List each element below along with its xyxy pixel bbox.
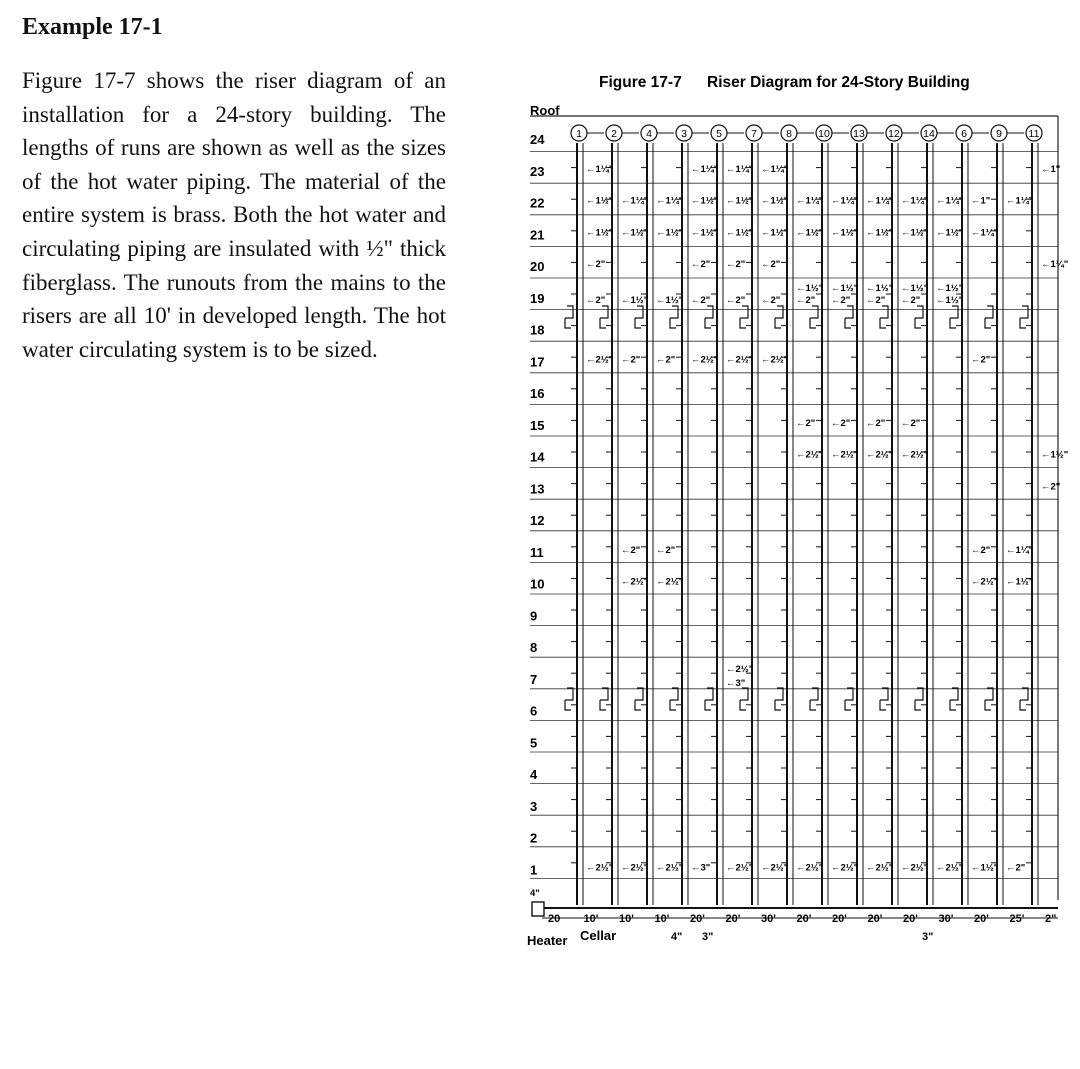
pipe-size-label: ←2"	[761, 294, 781, 306]
main-size-label: 4"	[530, 888, 540, 899]
pipe-size-label: ←1"	[971, 195, 991, 207]
pipe-size-labels	[586, 164, 1068, 874]
cellar-label: Cellar	[580, 928, 617, 943]
run-length: 30'	[938, 913, 954, 925]
pipe-size-label: ←1½"	[656, 227, 684, 239]
heater-label: Heater	[527, 933, 568, 948]
floor-label: 1	[530, 862, 538, 878]
floor-label: 9	[530, 608, 538, 624]
pipe-size-label: ←2½"	[656, 576, 684, 588]
pipe-size-label: ←1½"	[586, 195, 614, 207]
pipe-size-label: ←1½"	[621, 227, 649, 239]
pipe-size-label: ←2"	[796, 294, 816, 306]
riser-number: 4	[646, 128, 652, 140]
riser-number: 9	[996, 128, 1002, 140]
riser-number: 6	[961, 128, 967, 140]
floor-label: 16	[530, 386, 545, 401]
pipe-size-label: ←1¼"	[586, 163, 614, 175]
riser	[775, 125, 814, 905]
pipe-size-label: ←2½"	[831, 449, 859, 461]
pipe-size-label: ←1"	[1041, 163, 1061, 175]
pipe-size-label: ←2"	[971, 354, 991, 366]
floor-label: 10	[530, 576, 545, 592]
riser	[1020, 125, 1042, 905]
floor-label: 6	[530, 703, 538, 719]
pipe-size-label: ←1½"	[796, 282, 824, 294]
pipe-size-label: ←2"	[866, 417, 886, 429]
expansion-loop	[705, 688, 713, 710]
heater-box	[532, 902, 544, 916]
pipe-size-label: ←2"	[1006, 862, 1026, 874]
expansion-loop	[915, 688, 923, 710]
pipe-size-label: ←2"	[586, 259, 606, 270]
pipe-size-label: ←1½"	[691, 195, 719, 207]
run-length: 10'	[619, 913, 634, 925]
expansion-loop	[950, 688, 958, 710]
floor-label: 21	[530, 227, 545, 243]
pipe-size-label: ←2½"	[901, 449, 929, 461]
pipe-size-label: ←1½"	[1006, 576, 1034, 588]
pipe-size-label: ←3"	[726, 677, 746, 689]
riser	[985, 125, 1024, 905]
pipe-size-label: ←2"	[691, 294, 711, 306]
pipe-size-label: ←1¼"	[866, 195, 894, 207]
pipe-size-label: ←2"	[586, 294, 606, 306]
floor-label: 12	[530, 513, 545, 528]
run-length: 20'	[725, 913, 741, 925]
expansion-loop	[845, 688, 853, 710]
pipe-size-label: ←2½"	[831, 862, 859, 874]
floor-labels	[530, 132, 545, 877]
riser-number: 10	[818, 128, 830, 140]
floor-label: 3	[530, 798, 538, 814]
run-length: 30'	[761, 913, 776, 925]
pipe-size-label: ←1½"	[726, 195, 754, 207]
pipe-size-label: ←1½"	[586, 227, 614, 239]
pipe-size-label: ←2½"	[796, 862, 824, 874]
expansion-loop	[775, 688, 783, 710]
pipe-size-label: ←1½"	[726, 227, 754, 239]
pipe-size-label: ←1½"	[831, 282, 859, 294]
pipe-size-label: ←2"	[691, 259, 711, 270]
pipe-size-label: ←1½"	[936, 294, 964, 306]
pipe-size-label: ←2½"	[621, 576, 649, 588]
floor-label: 18	[530, 322, 545, 338]
floor-label: 17	[530, 354, 545, 370]
floor-label: 2	[530, 830, 538, 846]
run-length: 20'	[974, 913, 989, 925]
run-length: 20'	[690, 913, 705, 925]
pipe-size-label: ←2½"	[726, 354, 754, 366]
pipe-size-label: ←2"	[656, 354, 676, 366]
pipe-size-label: ←1½"	[761, 195, 789, 207]
riser	[880, 125, 919, 905]
expansion-loop	[985, 688, 993, 710]
pipe-size-label: ←1½"	[796, 227, 824, 239]
example-title: Example 17-1	[22, 14, 163, 40]
pipe-size-label: ←1¼"	[726, 163, 754, 175]
pipe-size-label: ←2"	[726, 294, 746, 306]
main-size: 4"	[671, 931, 683, 943]
floor-label: 14	[530, 449, 545, 465]
floor-label: 24	[530, 132, 545, 147]
pipe-size-label: ←1½"	[1041, 449, 1069, 461]
floor-label: 23	[530, 163, 545, 179]
riser-number: 11	[1028, 128, 1040, 140]
pipe-size-label: ←2"	[971, 544, 991, 556]
riser-number: 12	[888, 128, 900, 140]
pipe-size-label: ←1¼"	[901, 195, 929, 207]
main-size: 3"	[922, 931, 934, 943]
pipe-size-label: ←1½"	[971, 862, 999, 874]
pipe-size-label: ←1¼"	[831, 195, 859, 207]
expansion-loop	[880, 688, 888, 710]
expansion-loop	[1020, 688, 1028, 710]
pipe-size-label: ←2½"	[936, 862, 964, 874]
riser-number: 7	[751, 128, 757, 140]
run-length: 20'	[832, 913, 847, 925]
pipe-size-label: ←2½"	[796, 449, 824, 461]
run-length: 20'	[867, 913, 883, 925]
run-length: 20'	[796, 913, 812, 925]
floor-label: 7	[530, 671, 538, 687]
riser	[740, 125, 779, 905]
pipe-size-label: ←1½"	[691, 227, 719, 239]
expansion-loop	[810, 688, 818, 710]
figure-title: Riser Diagram for 24-Story Building	[707, 74, 970, 91]
pipe-size-label: ←1¼"	[1006, 544, 1034, 556]
pipe-size-label: ←1¼"	[796, 195, 824, 207]
riser-diagram-figure	[520, 60, 1069, 960]
figure-number: Figure 17-7	[599, 74, 682, 91]
pipe-size-label: ←2½"	[761, 862, 789, 874]
riser-number: 14	[923, 128, 935, 140]
pipe-size-label: ←2"	[901, 294, 921, 306]
riser	[600, 125, 639, 905]
pipe-size-label: ←2"	[796, 417, 816, 429]
pipe-size-label: ←1½"	[761, 227, 789, 239]
riser-pipes	[565, 125, 1042, 905]
pipe-size-label: ←1½"	[901, 282, 929, 294]
pipe-size-label: ←1½"	[936, 282, 964, 294]
floor-label: 8	[530, 640, 538, 655]
pipe-size-label: ←2"	[831, 294, 851, 306]
pipe-size-label: ←2½"	[761, 354, 789, 366]
floor-label: 19	[530, 290, 545, 306]
floor-label: 22	[530, 195, 545, 211]
run-length: 20	[548, 913, 561, 925]
pipe-size-label: ←2"	[656, 544, 676, 556]
pipe-size-label: ←2½"	[586, 862, 614, 874]
pipe-size-label: ←2"	[621, 354, 641, 366]
main-size: 3"	[702, 931, 714, 943]
pipe-size-label: ←2"	[621, 544, 641, 556]
pipe-size-label: ←1½"	[866, 282, 894, 294]
riser	[705, 125, 744, 905]
riser	[810, 125, 849, 905]
expansion-loop	[635, 688, 643, 710]
riser	[915, 125, 954, 905]
riser-number: 8	[786, 128, 792, 140]
run-length: 10'	[583, 913, 599, 925]
pipe-size-label: ←1½"	[831, 227, 859, 239]
riser-number: 1	[576, 128, 582, 140]
floor-label: 5	[530, 735, 538, 751]
riser	[845, 125, 884, 905]
expansion-loop	[565, 688, 573, 710]
pipe-size-label: ←2½"	[901, 862, 929, 874]
pipe-size-label: ←1½"	[901, 227, 929, 239]
pipe-size-label: ←1¼"	[621, 195, 649, 207]
pipe-size-label: ←2½"	[726, 862, 754, 874]
pipe-size-label: ←2"	[866, 294, 886, 306]
pipe-size-label: ←1½"	[866, 227, 894, 239]
pipe-size-label: ←1¼"	[1006, 195, 1034, 207]
riser	[565, 125, 604, 905]
pipe-size-label: ←2½"	[866, 449, 894, 461]
pipe-size-label: ←1¼"	[656, 195, 684, 207]
expansion-loop	[740, 688, 748, 710]
run-length: 25'	[1009, 913, 1025, 925]
riser	[635, 125, 674, 905]
pipe-size-label: ←1½"	[656, 294, 684, 306]
run-length: 2"	[1045, 913, 1057, 925]
pipe-size-label: ←2"	[831, 417, 851, 429]
riser-number: 2	[611, 128, 617, 140]
pipe-size-label: ←1¼"	[1041, 259, 1069, 270]
expansion-loop	[670, 688, 678, 710]
floor-label: 11	[530, 544, 544, 560]
riser-number: 13	[853, 128, 865, 140]
pipe-size-label: ←2½"	[726, 663, 754, 675]
run-length: 20'	[903, 913, 918, 925]
pipe-size-label: ←2½"	[866, 862, 894, 874]
floor-label: 20	[530, 259, 545, 274]
pipe-size-label: ←2½"	[656, 862, 684, 874]
pipe-size-label: ←2½"	[586, 354, 614, 366]
pipe-size-label: ←1½"	[936, 227, 964, 239]
run-length: 10'	[654, 913, 670, 925]
floor-label: 15	[530, 417, 545, 433]
pipe-size-label: ←2"	[1041, 481, 1061, 493]
riser-number: 3	[681, 128, 687, 140]
floor-label: 4	[530, 767, 538, 782]
riser	[950, 125, 989, 905]
expansion-loop	[600, 688, 608, 710]
pipe-size-label: ←2"	[901, 417, 921, 429]
pipe-size-label: ←1¼"	[761, 163, 789, 175]
floor-label: 13	[530, 481, 545, 497]
roof-label: Roof	[530, 103, 560, 118]
example-description: Figure 17-7 shows the riser diagram of an installation for a 24-story building. The lengths of runs are shown as well as the sizes of the hot water piping. The material of the entire system is brass. Both the hot water and circulating piping are insulated with ½" thick fiberglass. The runouts from the mains to the risers are all 10' in developed length. The hot water circulating system is to be sized.	[22, 68, 446, 362]
pipe-size-label: ←1¼"	[971, 227, 999, 239]
pipe-size-label: ←2"	[726, 259, 746, 270]
riser-number: 5	[716, 128, 722, 140]
riser	[670, 125, 709, 905]
pipe-size-label: ←1¼"	[936, 195, 964, 207]
riser-diagram	[520, 60, 1069, 960]
pipe-size-label: ←1¼"	[691, 163, 719, 175]
pipe-size-label: ←2½"	[621, 862, 649, 874]
pipe-size-label: ←2"	[761, 259, 781, 270]
pipe-size-label: ←1½"	[621, 294, 649, 306]
pipe-size-label: ←3"	[691, 862, 711, 874]
pipe-size-label: ←2½"	[691, 354, 719, 366]
pipe-size-label: ←2½"	[971, 576, 999, 588]
